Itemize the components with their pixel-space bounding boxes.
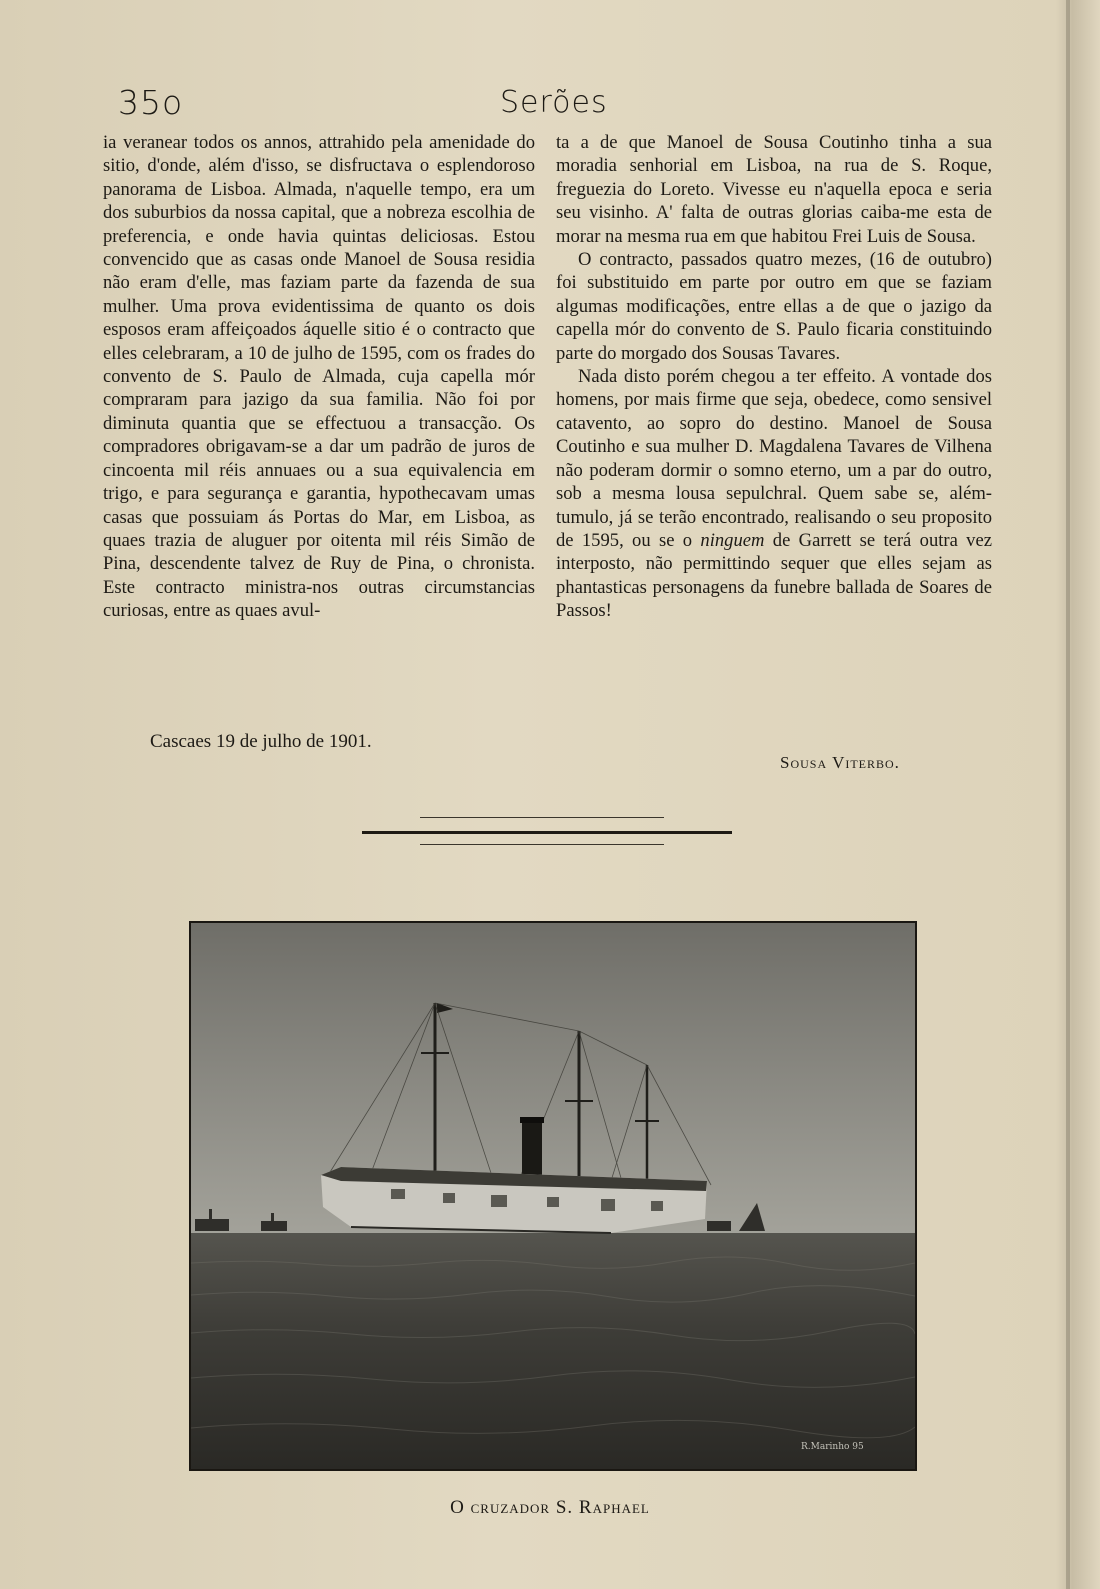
italic-word: ninguem [700,529,765,551]
ornament-rule-thick [362,831,732,834]
right-paragraph-3 [556,365,992,622]
ornament-rule-bottom [420,844,664,845]
sea [191,1233,915,1469]
cruiser-illustration [191,923,915,1469]
photo-caption: O cruzador S. Raphael [450,1497,650,1518]
paragraph-3-text-start: Nada disto porém chegou a ter effeito. A vontade dos homens, por mais firme que seja, obedece, como sensivel catavento, ao sopro do destino. Manoel de Sousa Coutinho e sua mulher D. Magdalena Tavares de Vilhena não poderam dormir o somno eterno, um a par do outro, sob a mesma lousa sepulchral. Quem sabe se, além-tumulo, já se terão encontrado, realisando o seu proposito de 1595, ou se o [556,366,992,551]
page-gutter-shadow [1066,0,1070,1589]
photographer-signature: R.Marinho 95 [801,1442,864,1452]
left-text-column [103,131,535,623]
paragraph-3-text-end: de Garrett se terá outra vez interposto, não permittindo sequer que elles sejam as phantasticas personagens da funebre ballada de Soares de Passos! [556,529,992,622]
running-title: Serões [500,85,608,120]
page-number: 35o [118,83,184,122]
ship-photograph [189,921,917,1471]
ornament-rule-top [420,817,664,818]
author-signature: Sousa Viterbo. [780,753,900,772]
right-paragraph-1: ta a de que Manoel de Sousa Coutinho tinha a sua moradia senhorial em Lisboa, na rua de S. Roque, freguezia do Loreto. Vivesse eu n'aquella epoca e seria seu visinho. A' falta de outras glorias caiba-me esta de morar na mesma rua em que habitou Frei Luis de Sousa. [556,132,992,247]
right-paragraph-2: O contracto, passados quatro mezes, (16 de outubro) foi substituido em parte por outro em que se faziam algumas modificações, entre ellas a de que o jazigo da capella mór do convento de S. Paulo ficaria constituindo parte do morgado dos Sousas Tavares. [556,249,992,364]
page-header [0,84,1100,124]
right-text-column [556,131,992,623]
left-paragraph-1: ia veranear todos os annos, attrahido pela amenidade do sitio, d'onde, além d'isso, se disfructava o esplendoroso panorama de Lisboa. Almada, n'aquelle tempo, era um dos suburbios da nossa capital, que a nobreza escolhia de preferencia, e onde havia quintas deliciosas. Estou convencido que as casas onde Manoel de Sousa residia não eram d'elle, mas faziam parte da fazenda de sua mulher. Uma prova evidentissima de quanto os dois esposos eram affeiçoados áquelle sitio é o contracto que elles celebraram, a 10 de julho de 1595, com os frades do convento de S. Paulo de Almada, cuja capella mór compraram para jazigo da sua familia. Não foi por diminuta quantia que se effectuou a transacção. Os compradores obrigavam-se a dar um padrão de juros de cincoenta mil réis annuaes ou a sua equivalencia em trigo, e para segurança e garantia, hypothecavam umas casas que possuiam ás Portas do Mar, em Lisboa, as quaes trazia de aluguer por oitenta mil réis Simão de Pina, descendente talvez de Ruy de Pina, o chronista. Este contracto ministra-nos outras circumstancias curiosas, entre as quaes avul- [103,132,535,622]
dateline: Cascaes 19 de julho de 1901. [150,731,372,752]
